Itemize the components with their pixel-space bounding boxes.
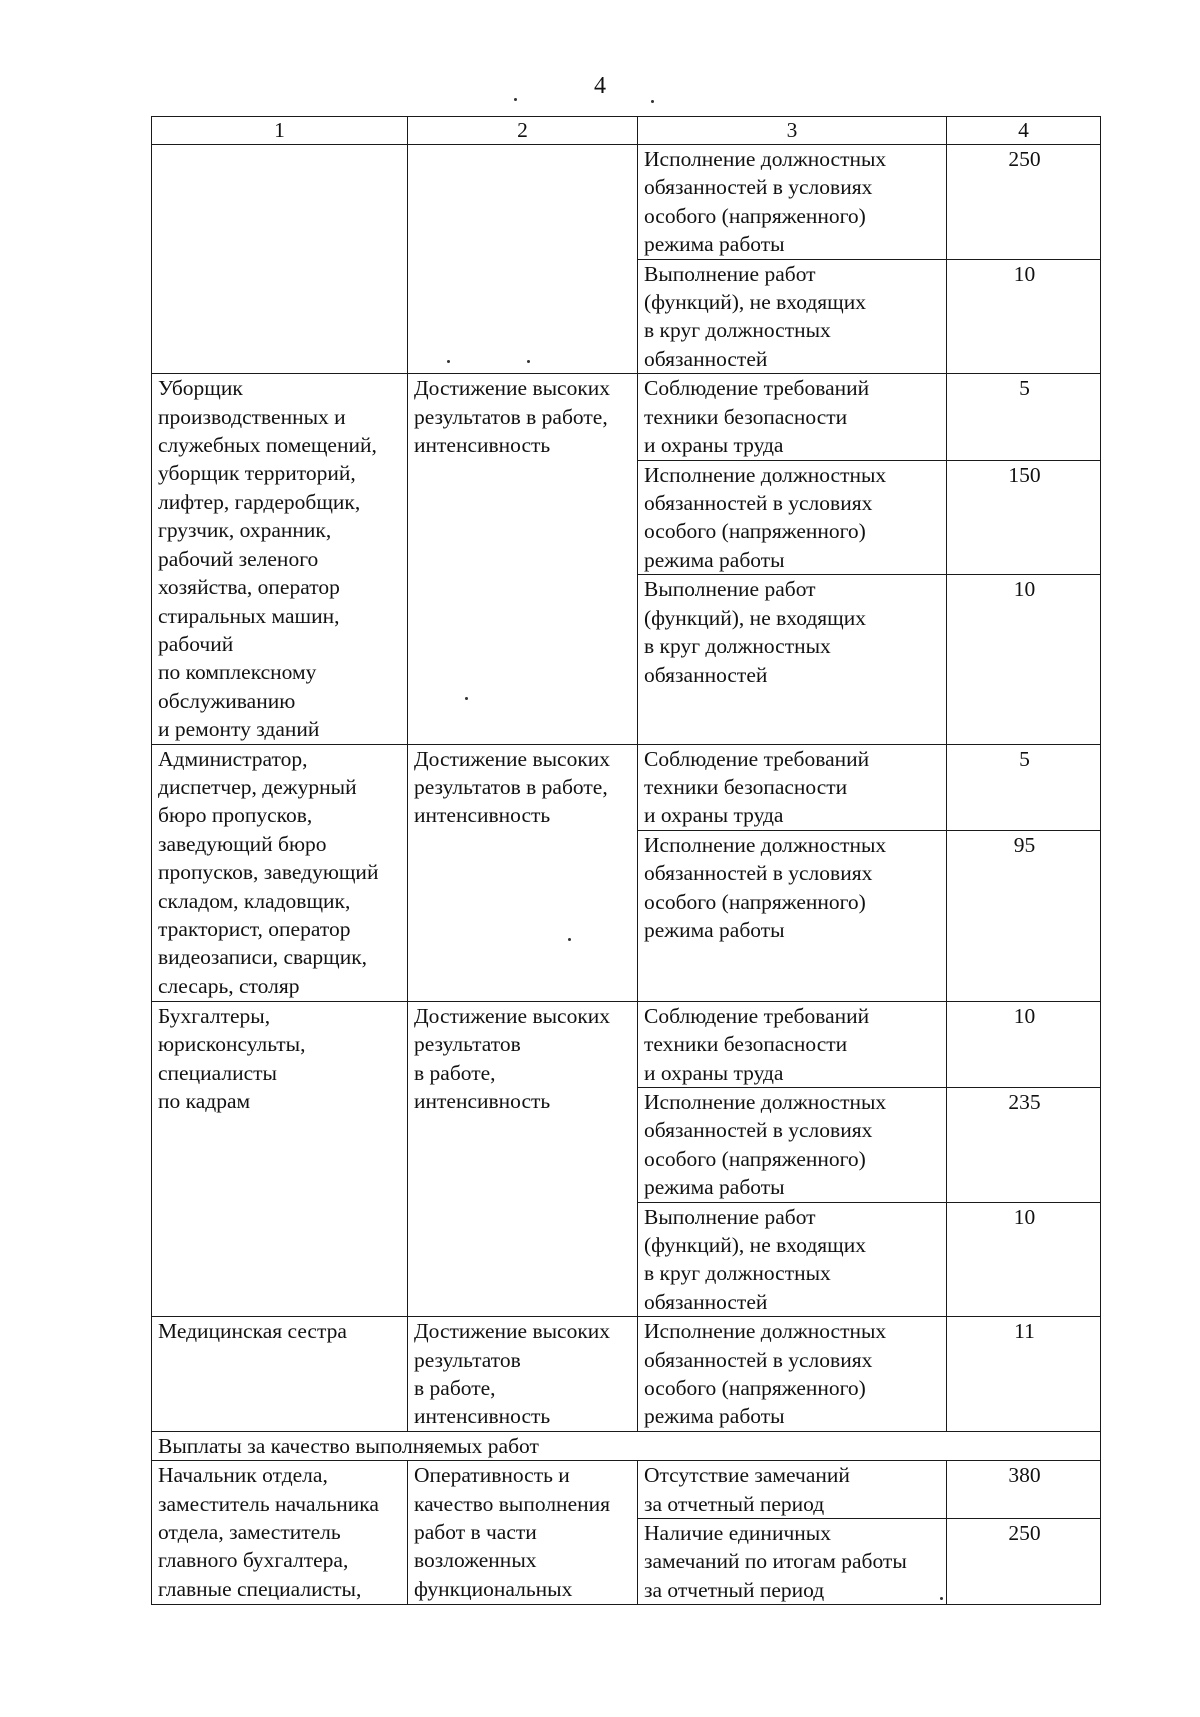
scan-speck [651,100,654,103]
section-row [152,1431,1101,1460]
criterion-cell: Исполнение должностных обязанностей в условиях особого (напряженного) режима работы [638,830,947,1001]
amount-cell: 10 [947,1202,1101,1317]
criterion-cell: Наличие единичных замечаний по итогам работы за отчетный период [638,1519,947,1605]
amount-cell: 5 [947,374,1101,460]
header-col-3: 3 [638,117,947,145]
criterion-cell: Отсутствие замечаний за отчетный период [638,1461,947,1519]
position-cell [152,145,408,374]
scan-speck [568,938,571,941]
amount-cell: 235 [947,1087,1101,1202]
amount-cell: 95 [947,830,1101,1001]
amount-cell: 5 [947,744,1101,830]
criterion-cell: Исполнение должностных обязанностей в условиях особого (напряженного) режима работы [638,1087,947,1202]
table-row [152,1317,1101,1432]
position-cell: Уборщик производственных и служебных помещений, уборщик территорий, лифтер, гардеробщик, грузчик, охранник, рабочий зеленого хозяйства, оператор стиральных машин, рабочий по комплексному обслуживанию и ремонту зданий [152,374,408,744]
criterion-cell: Выполнение работ (функций), не входящих в круг должностных обязанностей [638,575,947,744]
payments-table [151,116,1101,1605]
table-row [152,145,1101,260]
scan-speck [465,697,468,700]
condition-cell: Достижение высоких результатов в работе, интенсивность [408,1317,638,1432]
table-row [152,374,1101,460]
position-cell: Бухгалтеры, юрисконсульты, специалисты по кадрам [152,1001,408,1316]
condition-cell: Оперативность и качество выполнения работ в части возложенных функциональных [408,1461,638,1605]
condition-cell: Достижение высоких результатов в работе, интенсивность [408,744,638,1001]
header-col-4: 4 [947,117,1101,145]
position-cell: Администратор, диспетчер, дежурный бюро пропусков, заведующий бюро пропусков, заведующий складом, кладовщик, тракторист, оператор видеозаписи, сварщик, слесарь, столяр [152,744,408,1001]
condition-cell: Достижение высоких результатов в работе, интенсивность [408,1001,638,1316]
criterion-cell: Выполнение работ (функций), не входящих в круг должностных обязанностей [638,259,947,374]
position-cell: Начальник отдела, заместитель начальника отдела, заместитель главного бухгалтера, главные специалисты, [152,1461,408,1605]
header-col-2: 2 [408,117,638,145]
criterion-cell: Выполнение работ (функций), не входящих в круг должностных обязанностей [638,1202,947,1317]
page-number: 4 [594,73,606,99]
amount-cell: 11 [947,1317,1101,1432]
scan-speck [447,360,450,363]
table-row [152,1461,1101,1519]
scan-speck [940,1597,943,1600]
condition-cell: Достижение высоких результатов в работе, интенсивность [408,374,638,744]
position-cell: Медицинская сестра [152,1317,408,1432]
criterion-cell: Соблюдение требований техники безопасности и охраны труда [638,1001,947,1087]
criterion-cell: Соблюдение требований техники безопасности и охраны труда [638,744,947,830]
amount-cell: 10 [947,575,1101,744]
condition-cell [408,145,638,374]
amount-cell: 10 [947,259,1101,374]
amount-cell: 380 [947,1461,1101,1519]
criterion-cell: Исполнение должностных обязанностей в условиях особого (напряженного) режима работы [638,145,947,260]
scan-speck [514,98,517,101]
table-row [152,744,1101,830]
amount-cell: 250 [947,145,1101,260]
header-col-1: 1 [152,117,408,145]
criterion-cell: Соблюдение требований техники безопасности и охраны труда [638,374,947,460]
section-title: Выплаты за качество выполняемых работ [152,1431,1101,1460]
table-header-row [152,117,1101,145]
table-row [152,1001,1101,1087]
amount-cell: 150 [947,460,1101,575]
scan-speck [527,360,530,363]
criterion-cell: Исполнение должностных обязанностей в условиях особого (напряженного) режима работы [638,460,947,575]
criterion-cell: Исполнение должностных обязанностей в условиях особого (напряженного) режима работы [638,1317,947,1432]
amount-cell: 10 [947,1001,1101,1087]
amount-cell: 250 [947,1519,1101,1605]
